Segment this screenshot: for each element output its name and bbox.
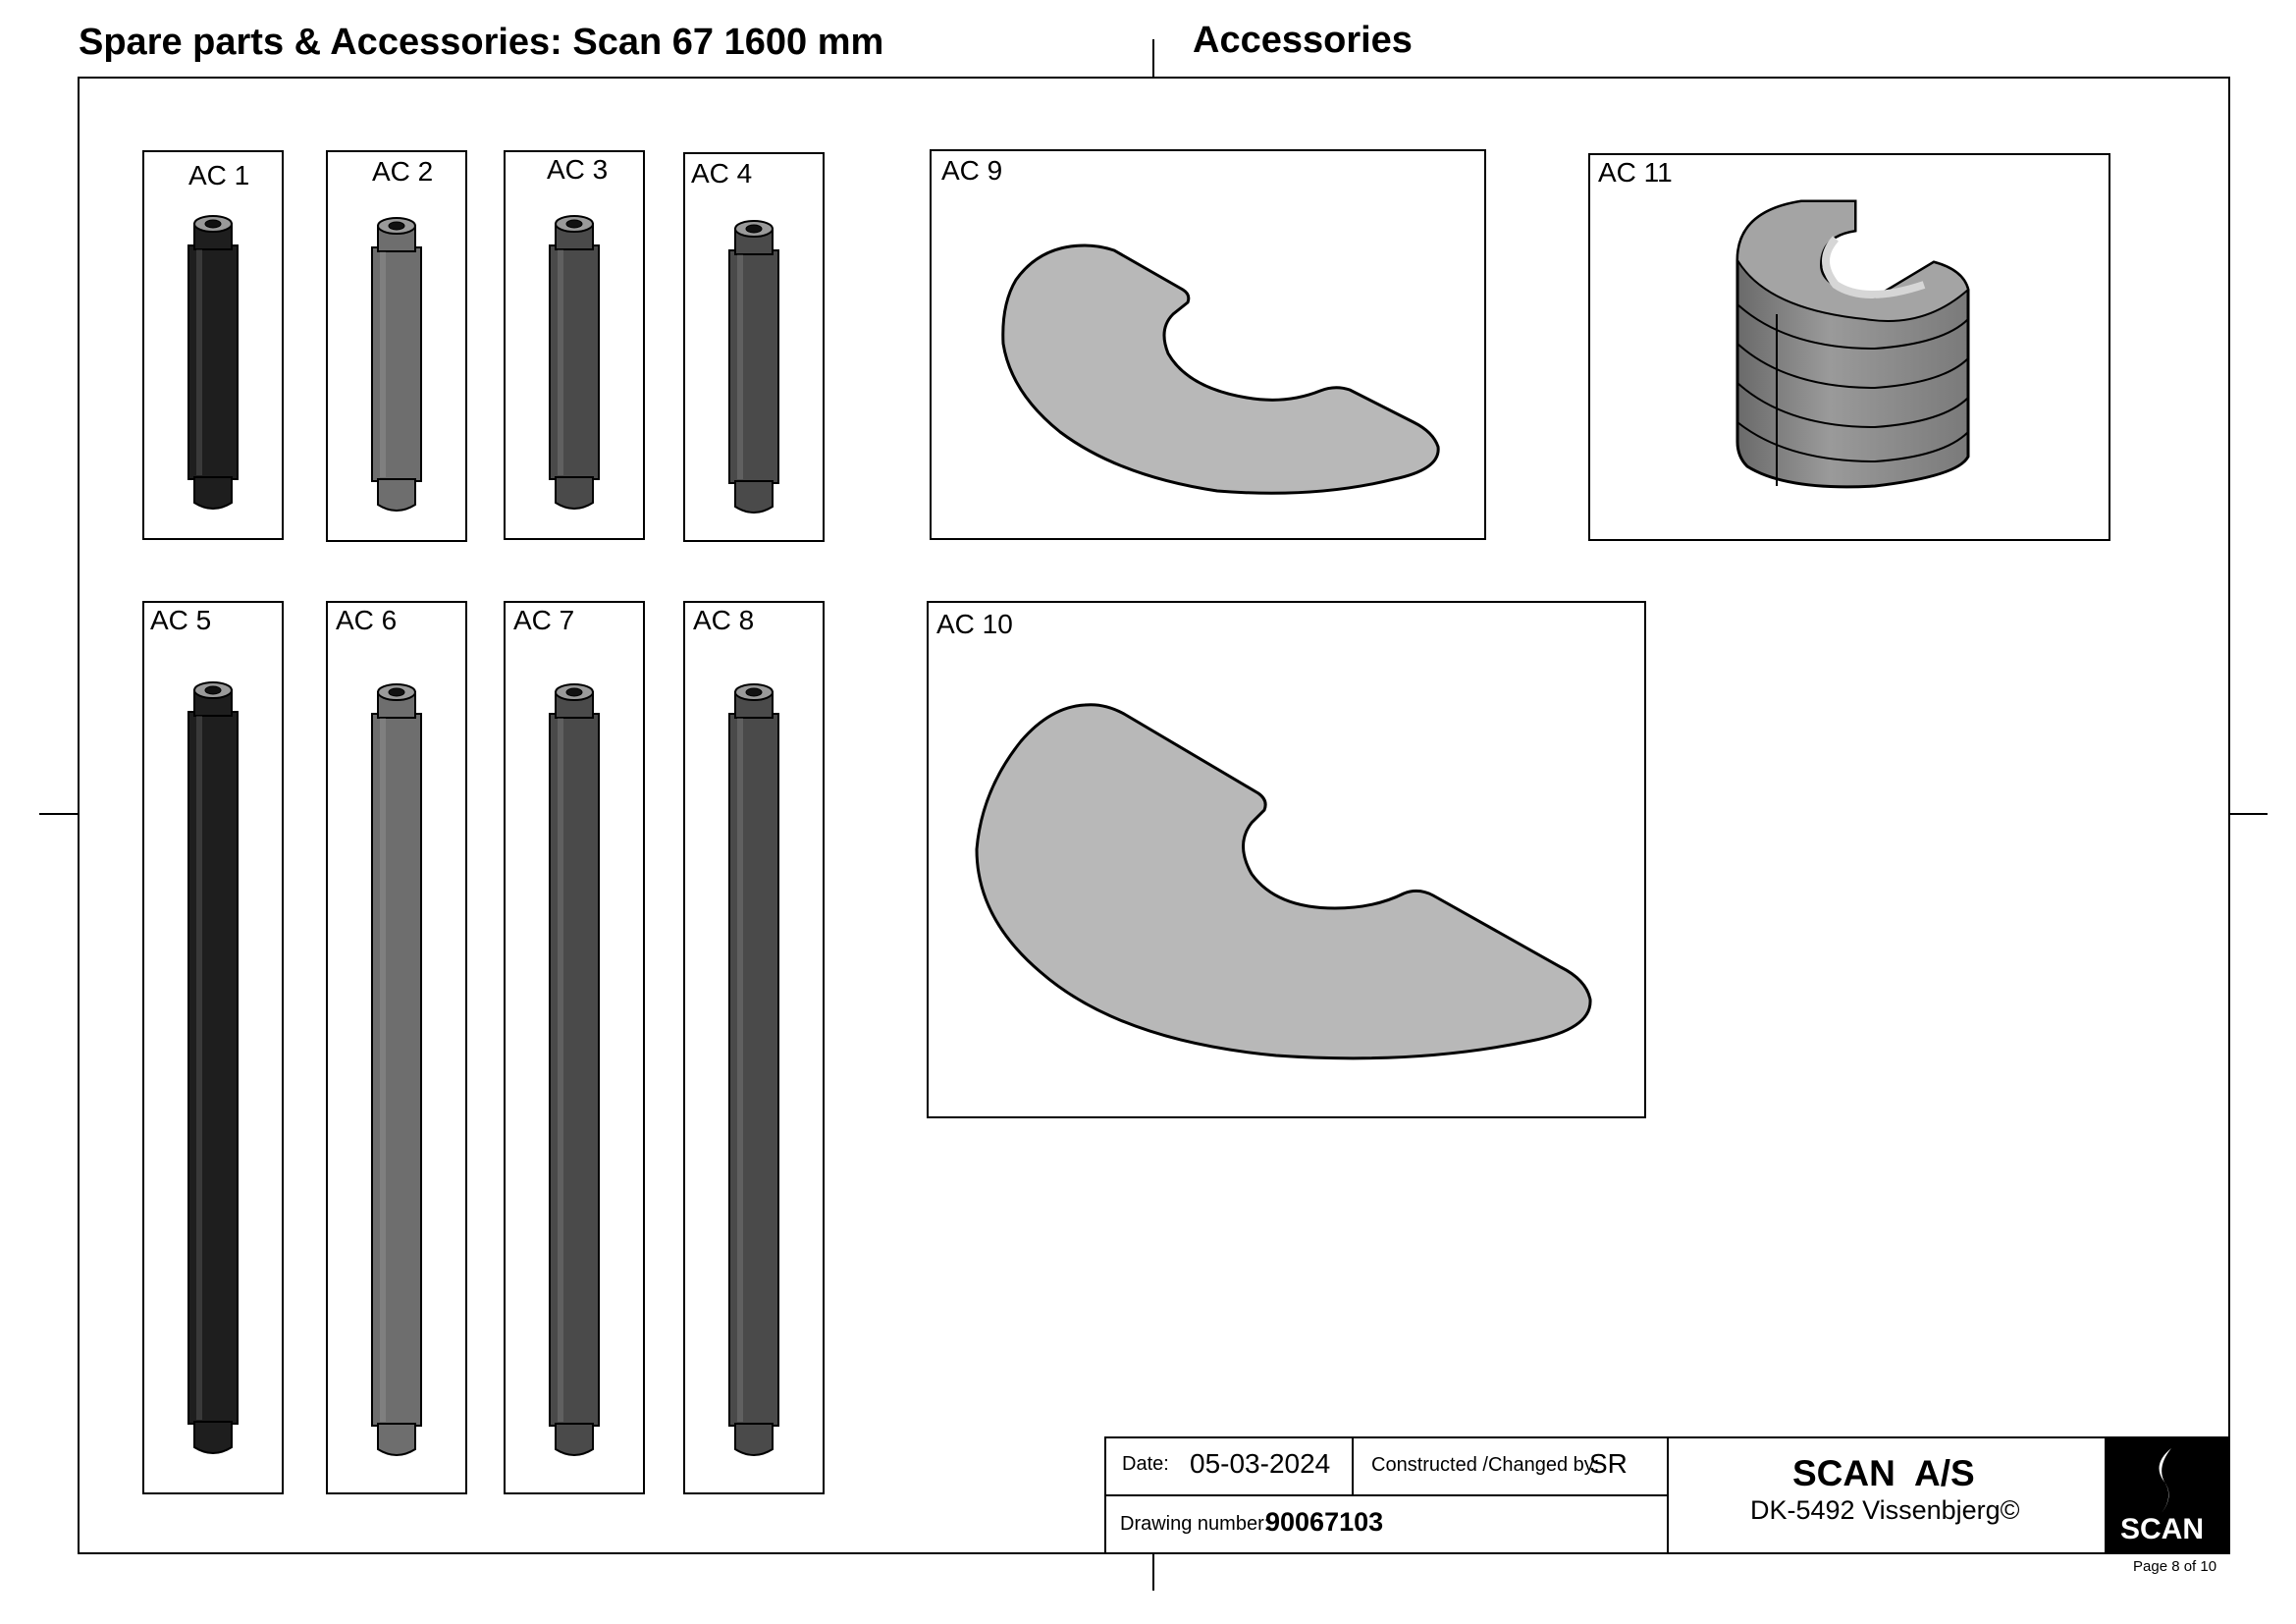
part-label-ac2: AC 2 bbox=[372, 156, 434, 187]
scan-logo bbox=[2105, 1436, 2230, 1554]
part-label-ac7: AC 7 bbox=[513, 605, 575, 635]
part-label-ac10: AC 10 bbox=[936, 609, 1013, 639]
logo-text: SCAN bbox=[2120, 1513, 2205, 1545]
tb-divider-h bbox=[1104, 1494, 1669, 1496]
page-title: Spare parts & Accessories: Scan 67 1600 mm bbox=[79, 22, 884, 63]
constructed-value: SR bbox=[1589, 1448, 1628, 1479]
part-label-ac1: AC 1 bbox=[188, 160, 250, 190]
part-label-ac11: AC 11 bbox=[1598, 157, 1673, 188]
drawing-number-value: 90067103 bbox=[1265, 1507, 1384, 1537]
tb-divider-v2 bbox=[1667, 1436, 1669, 1554]
company-name: SCAN A/S bbox=[1792, 1453, 1975, 1493]
ac11-ring bbox=[1728, 191, 1983, 496]
ac9-plate bbox=[1003, 245, 1438, 493]
part-label-ac3: AC 3 bbox=[547, 154, 609, 185]
part-label-ac9: AC 9 bbox=[941, 155, 1003, 186]
part-label-ac4: AC 4 bbox=[691, 158, 753, 189]
part-label-ac5: AC 5 bbox=[150, 605, 212, 635]
company-address: DK-5492 Vissenbjerg© bbox=[1750, 1495, 2020, 1525]
constructed-label: Constructed /Changed by: bbox=[1371, 1454, 1600, 1476]
ac10-plate bbox=[977, 705, 1590, 1058]
part-label-ac6: AC 6 bbox=[336, 605, 398, 635]
section-title: Accessories bbox=[1193, 20, 1413, 61]
part-label-ac8: AC 8 bbox=[693, 605, 755, 635]
date-value: 05-03-2024 bbox=[1190, 1448, 1331, 1479]
drawing-number-label: Drawing number: bbox=[1120, 1513, 1270, 1535]
date-label: Date: bbox=[1122, 1453, 1169, 1475]
tb-divider-v1 bbox=[1352, 1436, 1354, 1495]
page-number: Page 8 of 10 bbox=[2133, 1558, 2217, 1575]
